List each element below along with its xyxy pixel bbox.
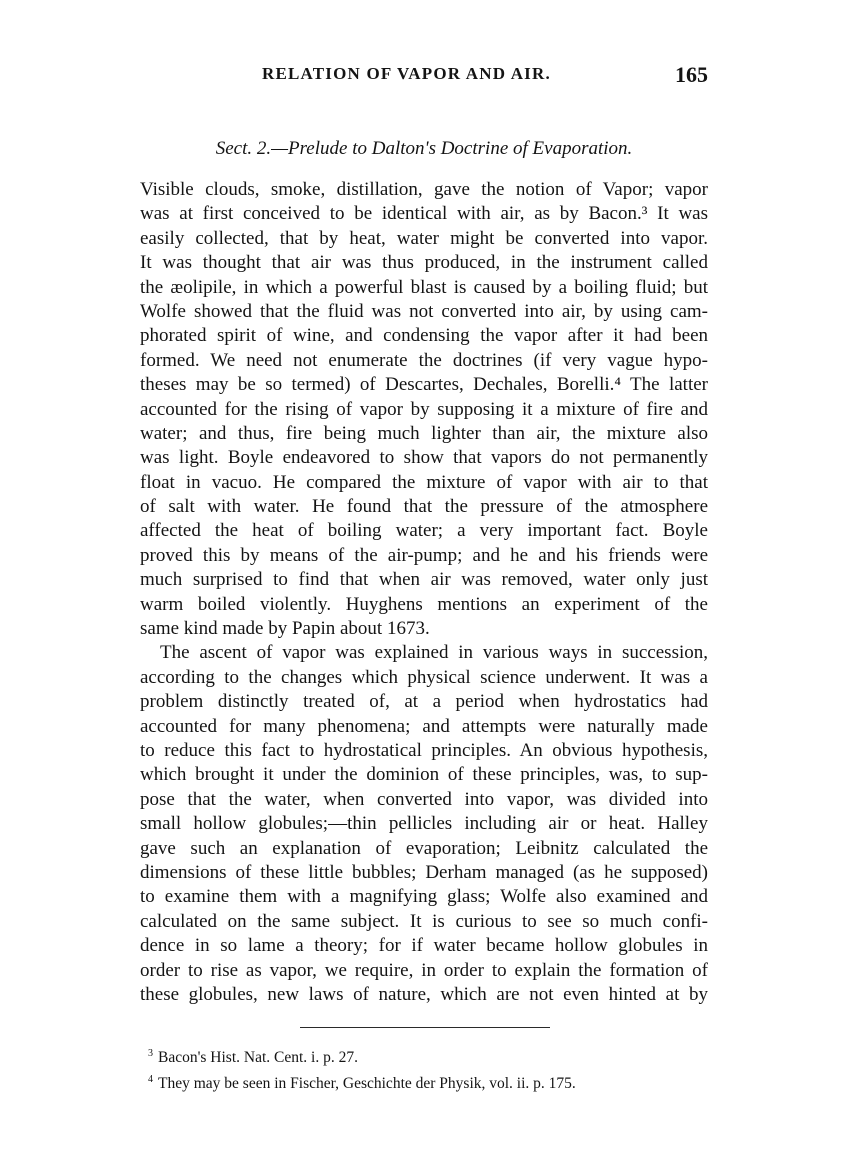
text-line: accounted for the rising of vapor by supposing it a mixture of fire and bbox=[140, 398, 708, 420]
text-line: the æolipile, in which a powerful blast is caused by a boiling fluid; but bbox=[140, 276, 708, 298]
text-line: theses may be so termed) of Descartes, Dechales, Borelli.⁴ The latter bbox=[140, 374, 708, 396]
text-line: warm boiled violently. Huyghens mentions an experiment of the bbox=[140, 593, 708, 615]
text-line: calculated on the same subject. It is curious to see so much confi- bbox=[140, 910, 708, 932]
text-line: easily collected, that by heat, water might be converted into vapor. bbox=[140, 227, 708, 249]
text-line: according to the changes which physical science underwent. It was a bbox=[140, 666, 708, 688]
text-line: water; and thus, fire being much lighter than air, the mixture also bbox=[140, 422, 708, 444]
footnote-4 bbox=[148, 1069, 708, 1095]
text-line: dimensions of these little bubbles; Derham managed (as he supposed) bbox=[140, 861, 708, 883]
text-line: was at first conceived to be identical with air, as by Bacon.³ It was bbox=[140, 203, 708, 225]
footnote-marker: 4 bbox=[148, 1074, 153, 1086]
text-line: order to rise as vapor, we require, in order to explain the formation of bbox=[140, 959, 708, 981]
footnote-3 bbox=[148, 1043, 708, 1069]
running-head bbox=[140, 62, 720, 92]
text-line: small hollow globules;—thin pellicles including air or heat. Halley bbox=[140, 813, 708, 835]
text-line: Visible clouds, smoke, distillation, gave the notion of Vapor; vapor bbox=[140, 179, 708, 200]
footnote-marker: 3 bbox=[148, 1048, 153, 1059]
paragraph-1 bbox=[140, 178, 708, 641]
text-line: gave such an explanation of evaporation; Leibnitz calculated the bbox=[140, 837, 708, 859]
footnote-divider bbox=[300, 1027, 550, 1028]
text-line: affected the heat of boiling water; a very important fact. Boyle bbox=[140, 520, 708, 542]
text-line: which brought it under the dominion of these principles, was, to sup- bbox=[140, 764, 708, 786]
text-line: proved this by means of the air-pump; and he and his friends were bbox=[140, 544, 708, 566]
footnote-text: They may be seen in Fischer, Geschichte der Physik, vol. ii. p. 175. bbox=[158, 1075, 576, 1093]
text-line: to examine them with a magnifying glass; Wolfe also examined and bbox=[140, 886, 708, 908]
text-line: dence in so lame a theory; for if water became hollow globules in bbox=[140, 935, 708, 957]
page-number: 165 bbox=[675, 62, 708, 87]
text-line: these globules, new laws of nature, which are not even hinted at by bbox=[140, 983, 708, 1005]
text-line: to reduce this fact to hydrostatical principles. An obvious hypothesis, bbox=[140, 739, 708, 761]
text-line: problem distinctly treated of, at a period when hydrostatics had bbox=[140, 691, 708, 713]
text-line: same kind made by Papin about 1673. bbox=[140, 618, 430, 640]
text-line: much surprised to find that when air was removed, water only just bbox=[140, 569, 708, 591]
section-heading: Sect. 2.—Prelude to Dalton's Doctrine of Evaporation. bbox=[215, 138, 633, 159]
footnote-text: Bacon's Hist. Nat. Cent. i. p. 27. bbox=[158, 1049, 358, 1067]
running-title: RELATION OF VAPOR AND AIR. bbox=[262, 64, 551, 83]
footnotes bbox=[148, 1043, 708, 1095]
text-line: accounted for many phenomena; and attempts were naturally made bbox=[140, 715, 708, 737]
text-line: phorated spirit of wine, and condensing the vapor after it had been bbox=[140, 325, 708, 347]
text-line: formed. We need not enumerate the doctrines (if very vague hypo- bbox=[140, 349, 708, 371]
text-line: pose that the water, when converted into vapor, was divided into bbox=[140, 788, 708, 810]
body-text bbox=[140, 178, 708, 1007]
text-line: The ascent of vapor was explained in various ways in succession, bbox=[160, 642, 708, 664]
text-line: of salt with water. He found that the pressure of the atmosphere bbox=[140, 496, 708, 518]
text-line: was light. Boyle endeavored to show that vapors do not permanently bbox=[140, 447, 708, 469]
text-line: Wolfe showed that the fluid was not converted into air, by using cam- bbox=[140, 300, 708, 322]
paragraph-2 bbox=[140, 641, 708, 1007]
text-line: It was thought that air was thus produced, in the instrument called bbox=[140, 252, 708, 274]
text-line: float in vacuo. He compared the mixture of vapor with air to that bbox=[140, 471, 708, 493]
